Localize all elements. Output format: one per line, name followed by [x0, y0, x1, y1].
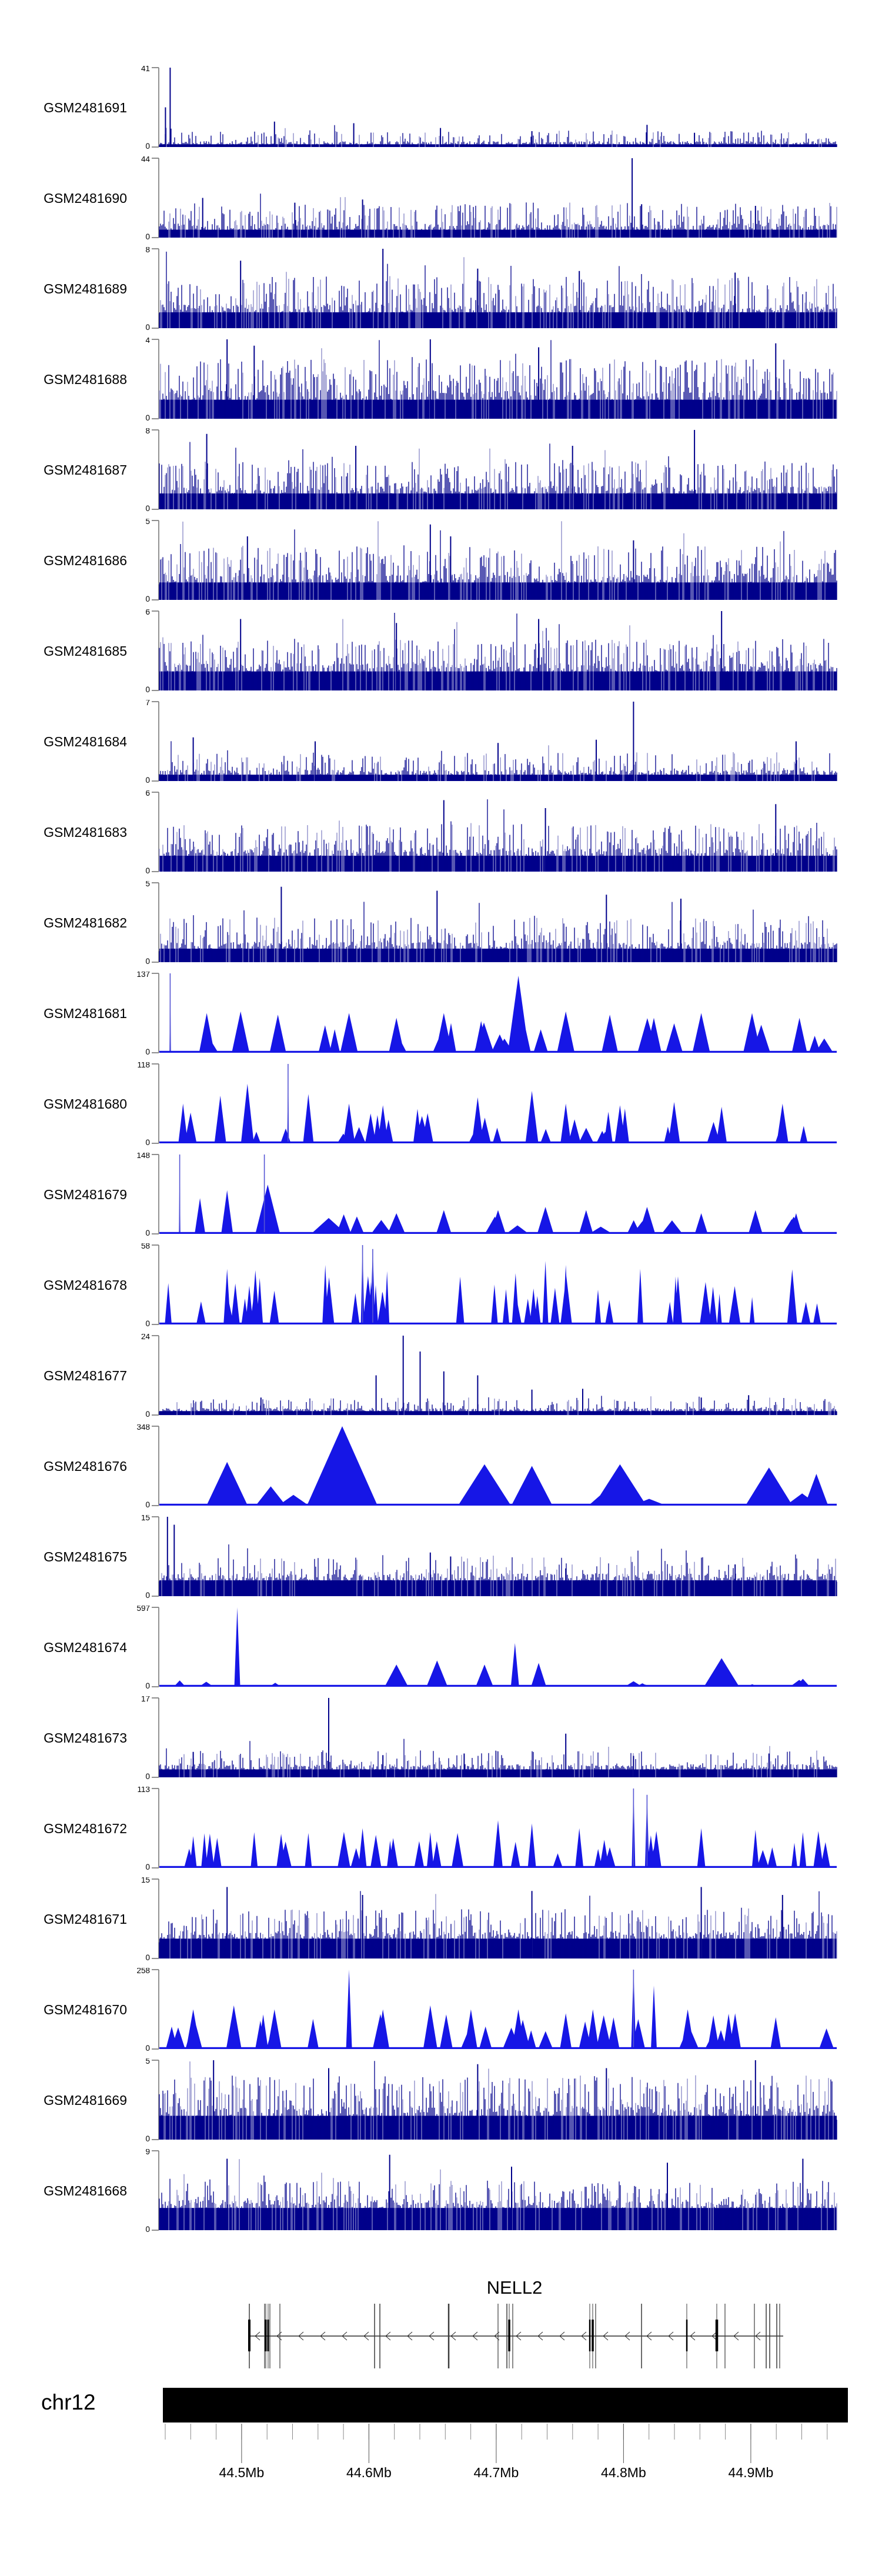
track-ymin-label: 0 — [145, 776, 150, 783]
track-ymax-label: 8 — [145, 247, 150, 254]
signal-area — [159, 1064, 837, 1143]
signal-track — [135, 1877, 841, 1961]
signal-baseline — [159, 2047, 837, 2049]
signal-peaks — [165, 68, 694, 147]
gene-cds-exon — [716, 2320, 719, 2351]
track-ymax-label: 5 — [145, 2058, 150, 2066]
gene-cds-exon — [248, 2320, 250, 2351]
gene-exon — [769, 2304, 770, 2368]
gene-exon — [512, 2304, 513, 2368]
track-ymax-label: 41 — [141, 66, 150, 73]
track-label: GSM2481669 — [44, 2093, 127, 2108]
track-y-axis — [152, 520, 159, 600]
signal-track — [135, 66, 841, 149]
signal-track — [135, 881, 841, 965]
gene-cds-exon — [268, 2320, 269, 2351]
signal-baseline — [159, 1142, 837, 1143]
track-ymin-label: 0 — [145, 1863, 150, 1870]
signal-track — [135, 338, 841, 421]
gene-exon — [641, 2304, 642, 2368]
gene-cds-exon — [592, 2320, 594, 2351]
track-ymax-label: 8 — [145, 428, 150, 435]
track-y-axis — [152, 1970, 159, 2049]
track-ymax-label: 118 — [137, 1062, 150, 1069]
track-y-axis — [152, 2151, 159, 2230]
track-y-axis — [152, 249, 159, 328]
track-label: GSM2481676 — [44, 1459, 127, 1474]
track-label: GSM2481687 — [44, 462, 127, 478]
signal-track — [135, 972, 841, 1055]
signal-baseline — [159, 1051, 837, 1053]
track-y-axis — [152, 702, 159, 781]
track-ymin-label: 0 — [145, 1772, 150, 1780]
axis-tick-label: 44.8Mb — [601, 2465, 646, 2480]
signal-area — [159, 1154, 837, 1234]
gene-exon — [595, 2304, 596, 2368]
track-label: GSM2481683 — [44, 825, 127, 840]
track-ymin-label: 0 — [145, 2044, 150, 2051]
gene-exon — [776, 2304, 777, 2368]
track-ymax-label: 137 — [136, 972, 150, 979]
signal-track — [135, 1787, 841, 1870]
signal-track — [135, 519, 841, 602]
gene-name-label: NELL2 — [486, 2277, 543, 2298]
signal-track — [135, 2149, 841, 2233]
ideogram-bar — [163, 2388, 848, 2422]
track-ymin-label: 0 — [145, 1410, 150, 1417]
signal-area — [159, 1426, 837, 1506]
track-ymin-label: 0 — [145, 866, 150, 874]
signal-track — [135, 1968, 841, 2051]
track-ymin-label: 0 — [145, 2225, 150, 2233]
track-label: GSM2481671 — [44, 1911, 127, 1927]
signal-track — [135, 1606, 841, 1689]
track-y-axis — [152, 1607, 159, 1687]
gene-exon — [779, 2304, 780, 2368]
track-ymax-label: 348 — [136, 1424, 150, 1432]
track-ymin-label: 0 — [145, 323, 150, 331]
track-label: GSM2481674 — [44, 1640, 127, 1655]
signal-area — [159, 1788, 837, 1868]
track-label: GSM2481689 — [44, 281, 127, 296]
signal-track — [135, 700, 841, 783]
track-y-axis — [152, 1788, 159, 1868]
track-y-axis — [152, 339, 159, 419]
axis-tick-label: 44.7Mb — [473, 2465, 519, 2480]
track-label: GSM2481685 — [44, 643, 127, 659]
signal-baseline — [159, 1323, 837, 1324]
signal-peaks — [261, 1336, 749, 1415]
track-y-axis — [152, 1336, 159, 1415]
gene-exon — [374, 2304, 375, 2368]
track-ymin-label: 0 — [145, 1953, 150, 1961]
gene-exon — [724, 2304, 725, 2368]
track-y-axis — [152, 2060, 159, 2140]
track-ymax-label: 113 — [137, 1787, 150, 1794]
track-y-axis — [152, 883, 159, 962]
gene-cds-exon — [508, 2320, 510, 2351]
signal-baseline — [159, 1685, 837, 1687]
track-y-axis — [152, 1698, 159, 1777]
gene-exon — [497, 2304, 498, 2368]
track-y-axis — [152, 1245, 159, 1324]
track-label: GSM2481670 — [44, 2002, 127, 2017]
track-y-axis — [152, 792, 159, 872]
gene-cds-exon — [686, 2320, 688, 2351]
track-ymin-label: 0 — [145, 142, 150, 149]
track-y-axis — [152, 1879, 159, 1958]
track-label: GSM2481681 — [44, 1006, 127, 1021]
gene-cds-exon — [265, 2320, 267, 2351]
chromosome-label: chr12 — [41, 2390, 96, 2414]
signal-track — [135, 1153, 841, 1236]
signal-track — [135, 247, 841, 331]
track-ymax-label: 17 — [141, 1696, 150, 1703]
signal-spikes — [633, 1788, 647, 1868]
gene-exon — [766, 2304, 767, 2368]
track-y-axis — [152, 973, 159, 1053]
track-label: GSM2481668 — [44, 2183, 127, 2198]
track-ymax-label: 44 — [141, 156, 150, 163]
track-label: GSM2481690 — [44, 191, 127, 206]
track-y-axis — [152, 158, 159, 238]
track-label: GSM2481688 — [44, 372, 127, 387]
track-label: GSM2481679 — [44, 1187, 127, 1202]
track-ymin-label: 0 — [145, 413, 150, 421]
track-ymin-label: 0 — [145, 504, 150, 512]
track-ymax-label: 6 — [145, 609, 150, 616]
gene-exon — [379, 2304, 380, 2368]
signal-track — [135, 609, 841, 693]
track-y-axis — [152, 68, 159, 147]
track-ymin-label: 0 — [145, 1681, 150, 1689]
track-y-axis — [152, 1426, 159, 1506]
track-ymax-label: 5 — [145, 519, 150, 526]
signal-track — [135, 790, 841, 874]
track-label: GSM2481680 — [44, 1096, 127, 1112]
track-ymax-label: 6 — [145, 790, 150, 798]
track-ymin-label: 0 — [145, 1591, 150, 1599]
track-label: GSM2481686 — [44, 553, 127, 568]
track-ymax-label: 9 — [145, 2149, 150, 2156]
chromosome-axis-section — [0, 2382, 882, 2576]
track-ymin-label: 0 — [145, 2134, 150, 2142]
track-label: GSM2481672 — [44, 1821, 127, 1836]
signal-area — [159, 1607, 837, 1687]
track-label: GSM2481677 — [44, 1368, 127, 1383]
track-ymax-label: 24 — [141, 1334, 150, 1341]
track-ymin-label: 0 — [145, 1500, 150, 1508]
signal-area — [159, 973, 837, 1053]
gene-exon — [269, 2304, 270, 2368]
gene-exon — [264, 2304, 265, 2368]
signal-area — [159, 1970, 837, 2049]
signal-spikes — [180, 1154, 265, 1234]
track-ymax-label: 15 — [141, 1877, 150, 1884]
track-ymin-label: 0 — [145, 232, 150, 240]
gene-exon — [506, 2304, 507, 2368]
track-ymin-label: 0 — [145, 595, 150, 602]
track-y-axis — [152, 1517, 159, 1596]
signal-track — [135, 1062, 841, 1146]
signal-track — [135, 156, 841, 240]
track-y-axis — [152, 1064, 159, 1143]
signal-baseline — [159, 1866, 837, 1868]
track-ymax-label: 4 — [145, 338, 150, 345]
gene-exon — [279, 2304, 280, 2368]
signal-track — [135, 428, 841, 512]
signal-track — [135, 2058, 841, 2142]
track-label: GSM2481682 — [44, 915, 127, 930]
track-ymax-label: 5 — [145, 881, 150, 888]
track-ymin-label: 0 — [145, 957, 150, 965]
track-ymax-label: 15 — [141, 1515, 150, 1522]
track-ymin-label: 0 — [145, 1319, 150, 1327]
track-ymin-label: 0 — [145, 1229, 150, 1236]
signal-track — [135, 1696, 841, 1780]
track-ymin-label: 0 — [145, 1138, 150, 1146]
track-y-axis — [152, 430, 159, 509]
track-label: GSM2481673 — [44, 1730, 127, 1746]
track-y-axis — [152, 611, 159, 690]
signal-track — [135, 1243, 841, 1327]
signal-bars-light — [166, 128, 821, 147]
track-ymax-label: 597 — [136, 1606, 150, 1613]
signal-track — [135, 1424, 841, 1508]
axis-tick-label: 44.6Mb — [346, 2465, 392, 2480]
gene-exon — [448, 2304, 450, 2368]
track-y-axis — [152, 1154, 159, 1234]
track-label: GSM2481691 — [44, 100, 127, 115]
track-ymax-label: 258 — [136, 1968, 150, 1975]
gene-model-track — [135, 2297, 841, 2379]
track-ymax-label: 148 — [136, 1153, 150, 1160]
signal-peaks — [193, 1698, 769, 1777]
signal-area — [159, 1245, 837, 1324]
track-ymin-label: 0 — [145, 685, 150, 693]
signal-baseline — [159, 1504, 837, 1506]
signal-track — [135, 1515, 841, 1599]
axis-tick-label: 44.5Mb — [219, 2465, 265, 2480]
track-ymax-label: 7 — [145, 700, 150, 707]
track-label: GSM2481678 — [44, 1277, 127, 1293]
track-label: GSM2481675 — [44, 1549, 127, 1564]
track-label: GSM2481684 — [44, 734, 127, 749]
gene-cds-exon — [589, 2320, 591, 2351]
signal-bars — [159, 125, 837, 147]
track-ymax-label: 58 — [141, 1243, 150, 1250]
track-ymin-label: 0 — [145, 1047, 150, 1055]
signal-baseline — [159, 1232, 837, 1234]
axis-tick-label: 44.9Mb — [728, 2465, 774, 2480]
signal-track — [135, 1334, 841, 1417]
